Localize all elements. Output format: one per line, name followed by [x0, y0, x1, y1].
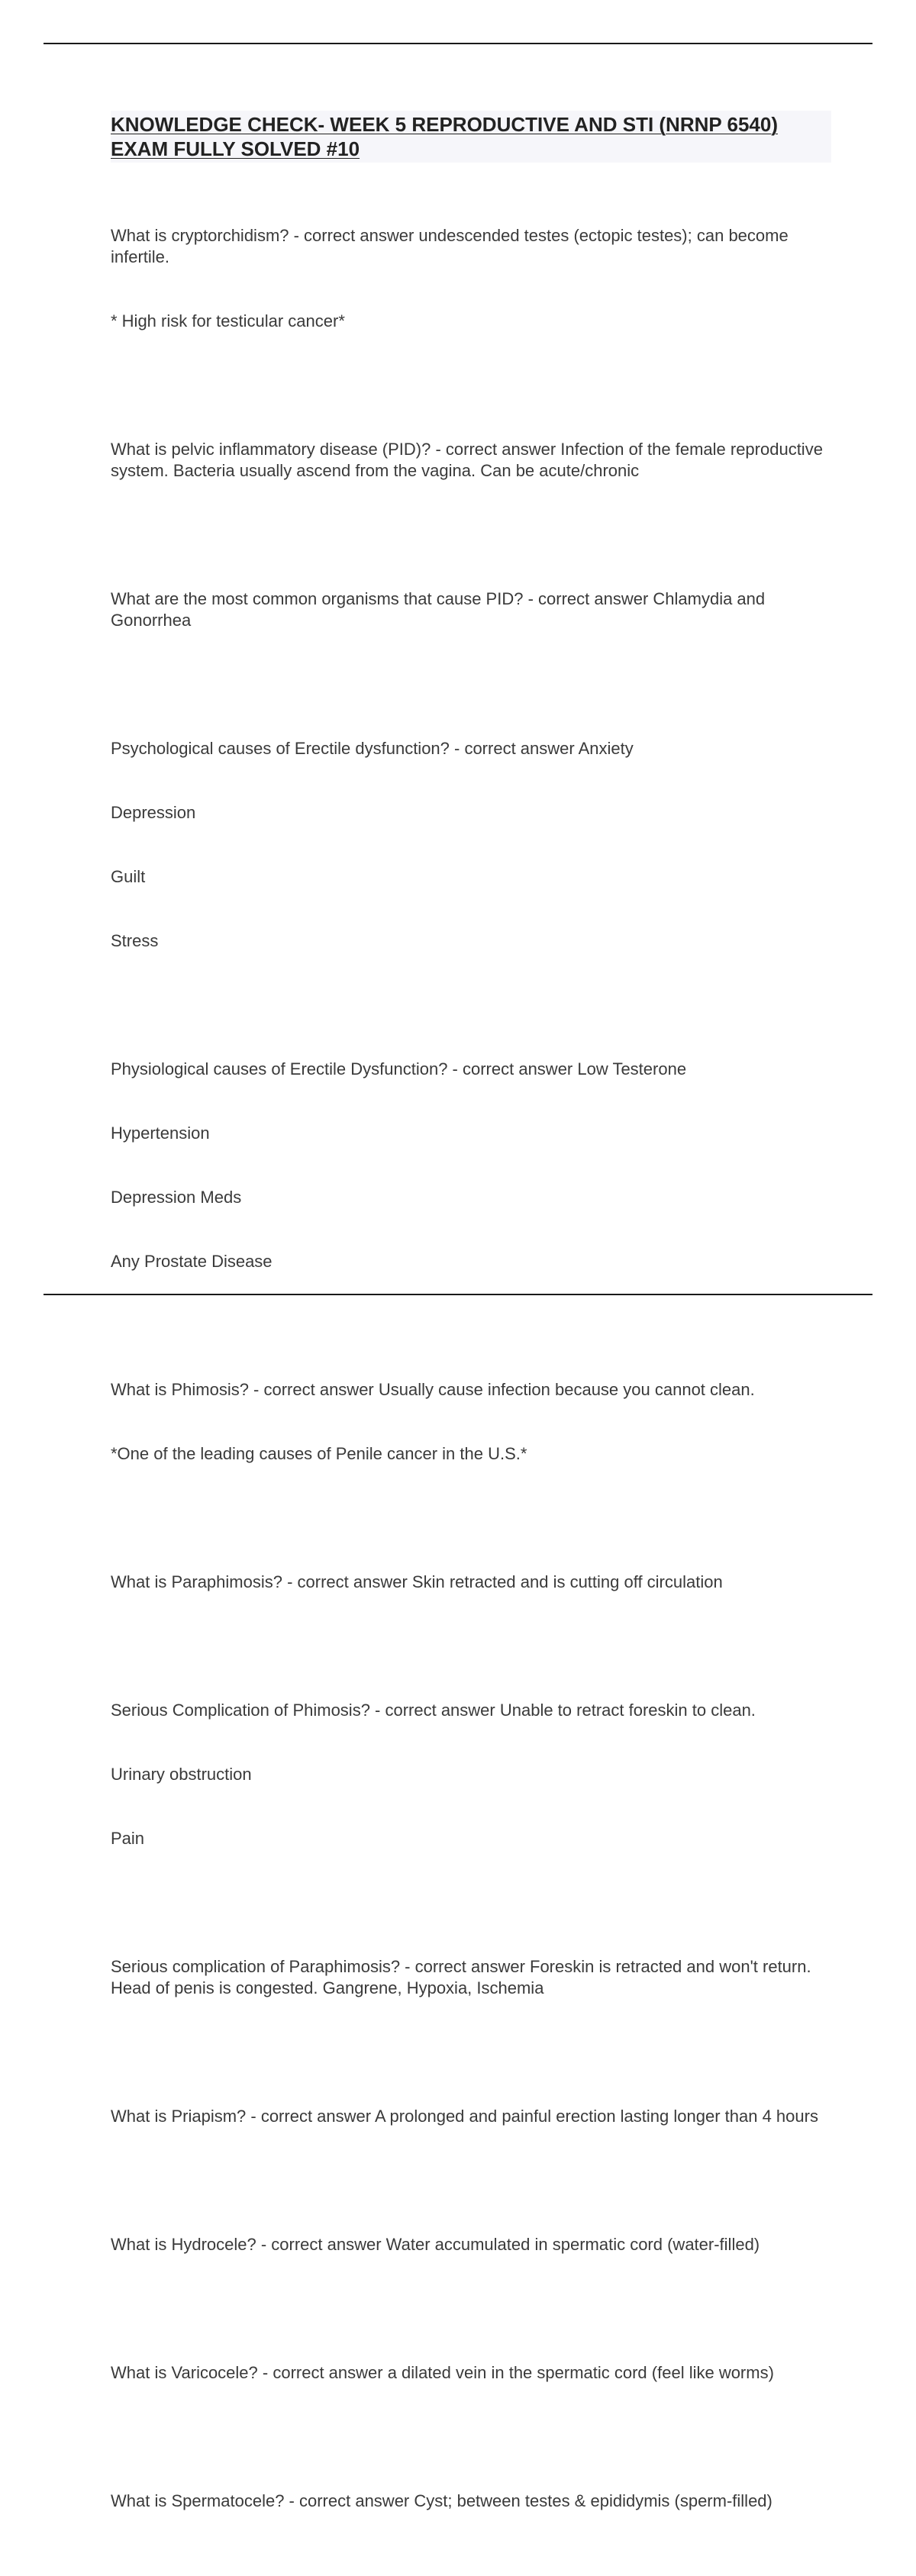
qa-line: What is Paraphimosis? - correct answer Skin retracted and is cutting off circulation: [111, 1572, 723, 1591]
qa-item: [111, 2063, 831, 2170]
qa-item: [111, 1016, 831, 1315]
qa-line: What is cryptorchidism? - correct answer undescended testes (ectopic testes); can become infertile.: [111, 226, 793, 266]
title-block: [111, 111, 831, 163]
qa-line: Any Prostate Disease: [111, 1252, 273, 1271]
qa-line: Stress: [111, 931, 159, 950]
qa-item: [111, 2448, 831, 2555]
qa-line: What is Varicocele? - correct answer a dilated vein in the spermatic cord (feel like worms): [111, 2363, 774, 2382]
document-title: KNOWLEDGE CHECK- WEEK 5 REPRODUCTIVE AND STI (NRNP 6540) EXAM FULLY SOLVED #10: [111, 113, 778, 160]
qa-item: [111, 396, 831, 524]
qa-line: Serious Complication of Phimosis? - correct answer Unable to retract foreskin to clean.: [111, 1701, 756, 1720]
qa-line: Guilt: [111, 867, 146, 886]
qa-line: Hypertension: [111, 1124, 210, 1143]
qa-item: [111, 695, 831, 995]
qa-line: Pain: [111, 1829, 145, 1848]
qa-item: [111, 546, 831, 674]
qa-line: What is Hydrocele? - correct answer Water accumulated in spermatic cord (water-filled): [111, 2235, 760, 2254]
qa-line: Depression: [111, 803, 196, 822]
qa-list: [111, 182, 831, 2555]
qa-line: What are the most common organisms that cause PID? - correct answer Chlamydia and Gonorrhea: [111, 589, 770, 630]
qa-item: [111, 1529, 831, 1636]
qa-line: Urinary obstruction: [111, 1765, 252, 1784]
qa-item: [111, 182, 831, 375]
qa-item: [111, 2320, 831, 2426]
qa-item: [111, 1657, 831, 1892]
qa-line: Depression Meds: [111, 1188, 242, 1207]
document-body: [111, 111, 831, 2576]
qa-line: Psychological causes of Erectile dysfunction? - correct answer Anxiety: [111, 739, 634, 758]
top-rule: [44, 43, 872, 44]
qa-item: [111, 1336, 831, 1507]
qa-line: Serious complication of Paraphimosis? - correct answer Foreskin is retracted and won't return. Head of penis is congested. Gangrene, Hypoxia, Ischemia: [111, 1957, 816, 1997]
qa-line: What is Spermatocele? - correct answer Cyst; between testes & epididymis (sperm-filled): [111, 2491, 772, 2510]
qa-line: * High risk for testicular cancer*: [111, 311, 345, 330]
qa-line: What is pelvic inflammatory disease (PID)? - correct answer Infection of the female reproductive system. Bacteria usually ascend from the vagina. Can be acute/chronic: [111, 440, 828, 480]
qa-line: What is Phimosis? - correct answer Usually cause infection because you cannot clean.: [111, 1380, 755, 1399]
qa-line: What is Priapism? - correct answer A prolonged and painful erection lasting longer than 4 hours: [111, 2107, 818, 2126]
bottom-rule: [44, 1294, 872, 1295]
qa-item: [111, 1913, 831, 2042]
qa-item: [111, 2191, 831, 2298]
qa-line: Physiological causes of Erectile Dysfunction? - correct answer Low Testerone: [111, 1059, 687, 1078]
qa-line: *One of the leading causes of Penile cancer in the U.S.*: [111, 1444, 527, 1463]
